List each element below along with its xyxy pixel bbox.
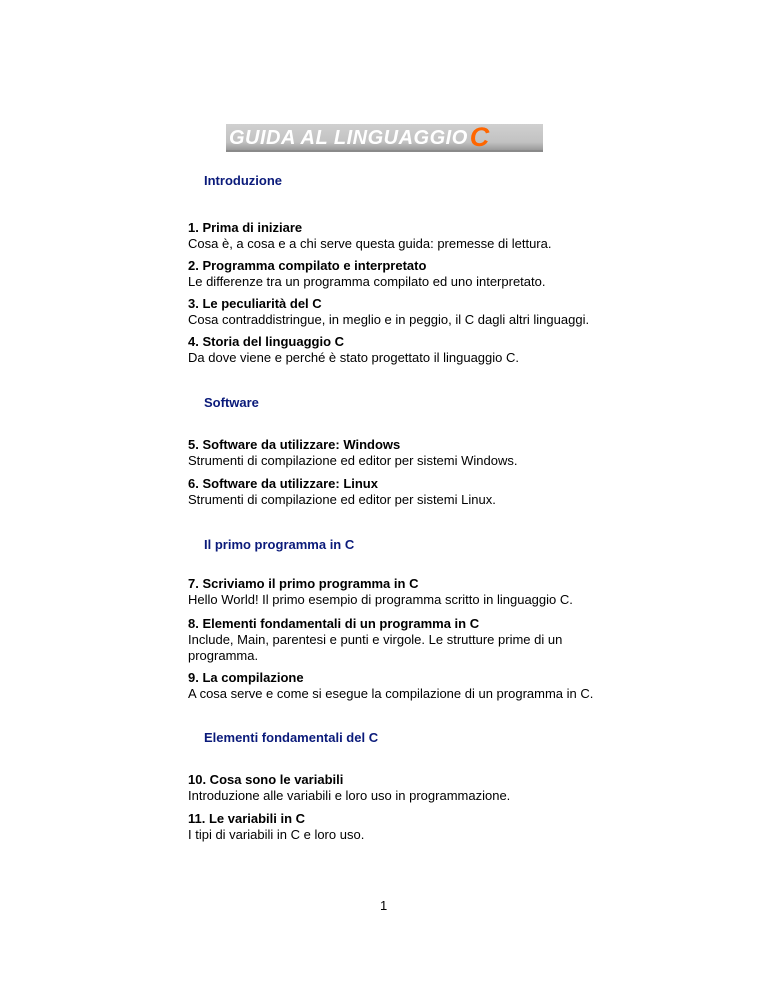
toc-item-desc: Hello World! Il primo esempio di programma scritto in linguaggio C. [188,592,573,607]
toc-item-desc: Le differenze tra un programma compilato ed uno interpretato. [188,274,546,289]
toc-item-desc: A cosa serve e come si esegue la compilazione di un programma in C. [188,686,594,701]
toc-item-8[interactable] [188,616,598,664]
toc-item-title: 4. Storia del linguaggio C [188,334,345,349]
toc-item-title: 2. Programma compilato e interpretato [188,258,427,273]
toc-item-title: 11. Le variabili in C [188,811,306,826]
toc-item-title: 9. La compilazione [188,670,304,685]
page-number: 1 [380,898,388,913]
toc-item-desc: Cosa contraddistringue, in meglio e in peggio, il C dagli altri linguaggi. [188,312,590,327]
toc-item-title: 3. Le peculiarità del C [188,296,322,311]
toc-item-desc: Da dove viene e perché è stato progettato il linguaggio C. [188,350,519,365]
toc-item-title: 6. Software da utilizzare: Linux [188,476,378,491]
section-title-primo-programma[interactable]: Il primo programma in C [204,537,355,552]
toc-item-desc: I tipi di variabili in C e loro uso. [188,827,365,842]
toc-item-desc: Cosa è, a cosa e a chi serve questa guida: premesse di lettura. [188,236,552,251]
toc-item-1[interactable] [188,220,608,252]
toc-item-title: 1. Prima di iniziare [188,220,303,235]
toc-item-6[interactable] [188,476,608,508]
banner-letter-c: C [469,122,490,152]
toc-item-3[interactable] [188,296,608,328]
toc-item-5[interactable] [188,437,608,469]
toc-item-title: 7. Scriviamo il primo programma in C [188,576,419,591]
toc-item-2[interactable] [188,258,608,290]
toc-item-4[interactable] [188,334,608,366]
toc-item-10[interactable] [188,772,608,804]
section-title-elementi-fondamentali[interactable]: Elementi fondamentali del C [204,730,379,745]
banner-title: GUIDA AL LINGUAGGIOC [229,122,490,152]
toc-item-title: 10. Cosa sono le variabili [188,772,344,787]
toc-item-9[interactable] [188,670,608,702]
section-title-software[interactable]: Software [204,395,259,410]
toc-item-11[interactable] [188,811,608,843]
toc-item-title: 8. Elementi fondamentali di un programma in C [188,616,480,631]
toc-item-desc: Include, Main, parentesi e punti e virgole. Le strutture prime di un programma. [188,632,563,663]
toc-item-title: 5. Software da utilizzare: Windows [188,437,401,452]
toc-item-desc: Introduzione alle variabili e loro uso in programmazione. [188,788,511,803]
toc-item-7[interactable] [188,576,608,608]
toc-item-desc: Strumenti di compilazione ed editor per sistemi Linux. [188,492,496,507]
guide-banner [226,124,543,152]
section-title-introduzione[interactable]: Introduzione [204,173,282,188]
toc-item-desc: Strumenti di compilazione ed editor per sistemi Windows. [188,453,518,468]
